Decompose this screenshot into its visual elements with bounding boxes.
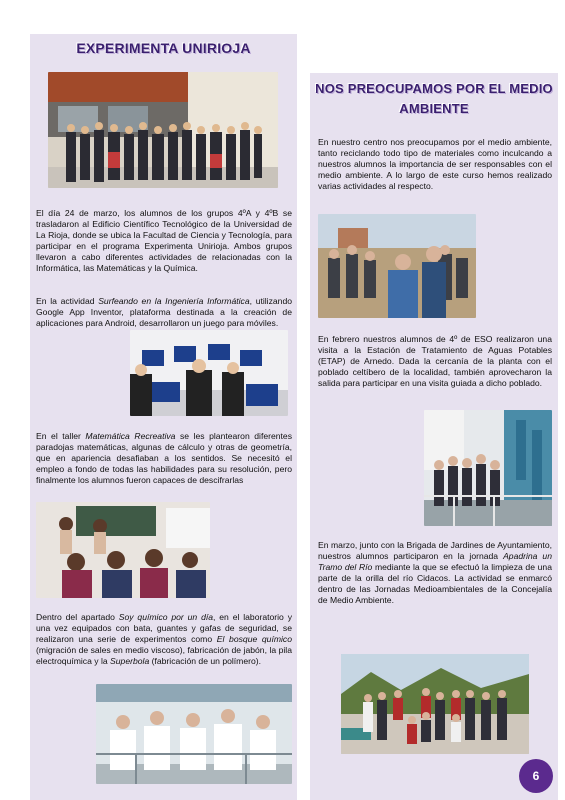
left-paragraph-3: En el taller Matemática Recreativa se les plantearon diferentes paradojas matemáticas, algunas de cálculo y otras de geometría, que en apariencia desafiaban a los sentidos. Se necesitó el empleo a fondo de todas las habilidades para su resolución, pero finalmente los alumnos fueron capaces de descifrarlas [36,431,292,485]
left-article-title: EXPERIMENTA UNIRIOJA [76,40,251,56]
left-paragraph-1: El día 24 de marzo, los alumnos de los grupos 4ºA y 4ºB se trasladaron al Edificio Científico Tecnológico de la Universidad de La Rioja, donde se ubica la Facultad de Ciencia y Tecnología, para participar en el programa Experimenta Unirioja. Ambos grupos llevaron a cabo diferentes actividades de relacionadas con la Informática, las Matemáticas y la Química. [36,208,292,273]
left-paragraph-2: En la actividad Surfeando en la Ingeniería Informática, utilizando Google App Inventor, plataforma destinada a la creación de aplicaciones para Android, desarrollaron un juego para móviles. [36,296,292,328]
right-article-title: NOS PREOCUPAMOS POR EL MEDIO AMBIENTE [315,81,553,116]
computer-lab-photo [130,330,288,416]
page-number-badge: 6 [519,759,553,793]
right-paragraph-2: En febrero nuestros alumnos de 4º de ESO realizaron una visita a la Estación de Tratamiento de Aguas Potables (ETAP) de Arnedo. Dada la cercanía de la planta con el poblado celtíbero de la localidad, también aprovecharon la salida para participar en una visita guiada a dicho poblado. [318,334,552,388]
etap-visit-photo [318,214,476,318]
water-plant-photo [424,410,552,526]
chemistry-lab-photo [96,684,292,784]
group-photo-university [48,72,278,188]
right-paragraph-1: En nuestro centro nos preocupamos por el medio ambiente, tanto reciclando todo tipo de materiales como inculcando a nuestros alumnos la importancia de ser responsables con el medio ambiente. A lo largo de este curso hemos realizado varias actividades al respecto. [318,137,552,191]
left-paragraph-4: Dentro del apartado Soy químico por un día, en el laboratorio y una vez equipados con bata, guantes y gafas de seguridad, se realizaron una serie de experimentos como El bosque químico (migración de sales en medio viscoso), fabricación de jabón, la pila electroquímica y la Superbola (fabricación de un polímero). [36,612,292,666]
river-cleanup-group-photo [341,654,529,754]
classroom-photo [36,502,210,598]
right-paragraph-3: En marzo, junto con la Brigada de Jardines de Ayuntamiento, nuestros alumnos participaron en la jornada Apadrina un Tramo del Río mediante la que se efectuó la limpieza de una parte de la orilla del río Cidacos. La actividad se enmarcó dentro de las Jornadas Medioambientales de la Concejalía de Medio Ambiente. [318,540,552,605]
